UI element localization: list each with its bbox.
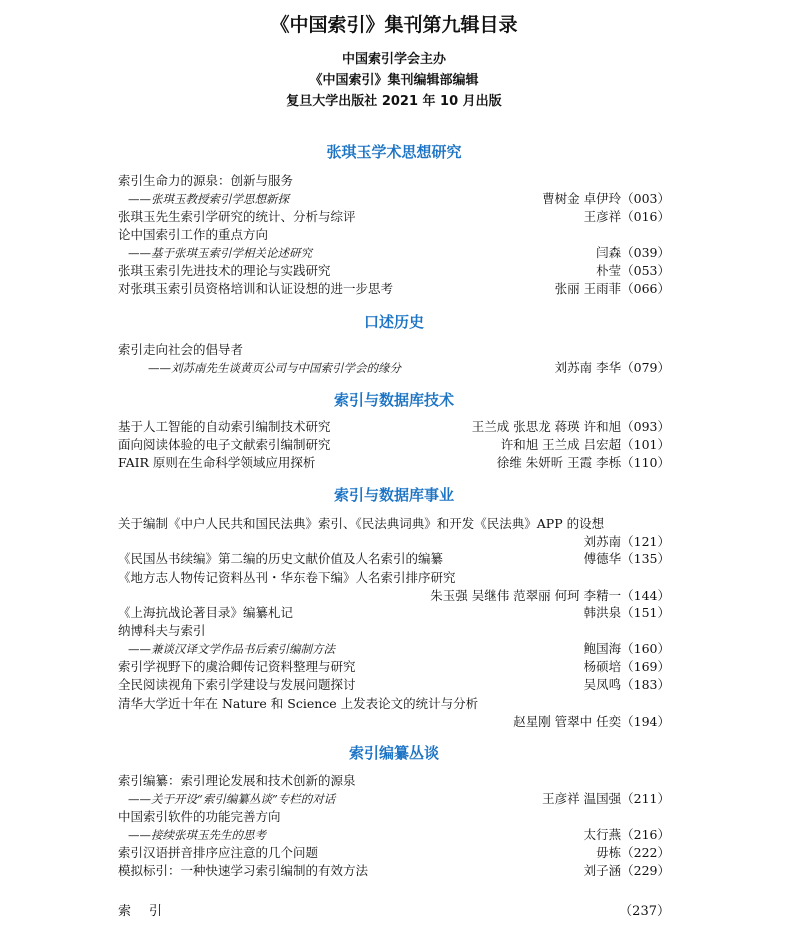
entry-title[interactable]: 清华大学近十年在 Nature 和 Science 上发表论文的统计与分析 [118,696,479,711]
entry-author: 太行燕（216） [583,827,670,842]
entry-title: 索引走向社会的倡导者 [118,342,244,357]
entry-author: 闫森（039） [596,245,670,260]
entry-title: 索引生命力的源泉：创新与服务 [118,173,294,188]
entry-title: 张琪玉先生索引学研究的统计、分析与综评 [118,209,356,224]
entry-author: 刘苏南 李华（079） [554,360,670,375]
section-title: 张琪玉学术思想研究 [326,143,462,161]
editor: 《中国索引》集刊编辑部编辑 [309,73,479,88]
entry-author: 刘子涵（229） [583,863,670,878]
entry-author: 王彦祥（016） [583,209,670,224]
entry-author: 傅德华（135） [583,551,670,566]
organizer: 中国索引学会主办 [341,52,446,67]
entry-author: 朱玉强 吴继伟 范翠丽 何珂 李精一（144） [430,588,670,603]
entry-title: 张琪玉索引先进技术的理论与实践研究 [118,263,331,278]
page-title: 《中国索引》集刊第九辑目录 [270,14,518,36]
entry-title[interactable]: 关于编制《中户人民共和国民法典》索引、《民法典词典》和开发《民法典》APP 的设想 [118,516,605,531]
entry-author: 王彦祥 温国强（211） [542,791,670,806]
entry-title: 面向阅读体验的电子文献索引编制研究 [118,437,331,452]
entry-author: 张丽 王雨菲（066） [554,281,670,296]
entry-author: 王兰成 张思龙 蒋瑛 许和旭（093） [471,419,670,434]
entry-title: 索引汉语拼音排序应注意的几个问题 [118,845,319,860]
entry-title: 中国索引软件的功能完善方向 [118,809,281,824]
index-label: 索引 [118,904,181,919]
entry-title: 索引学视野下的虞洽卿传记资料整理与研究 [118,659,356,674]
entry-title: 模拟标引：一种快速学习索引编制的有效方法 [118,863,369,878]
entry-author: 刘苏南（121） [583,534,670,549]
entry-subtitle: ——基于张琪玉索引学相关论述研究 [128,246,312,260]
index-page: （237） [619,904,670,919]
entry-title: 基于人工智能的自动索引编制技术研究 [118,419,331,434]
publisher: 复旦大学出版社 2021 年 10 月出版 [286,94,502,109]
entry-author: 徐维 朱妍昕 王霞 李栎（110） [496,455,670,470]
entry-author: 杨硕培（169） [583,659,670,674]
section-title: 索引编纂丛谈 [348,744,439,762]
entry-author: 吴凤鸣（183） [583,677,670,692]
entry-title: 《上海抗战论著目录》编纂札记 [118,605,294,620]
entry-author: 毋栋（222） [596,845,670,860]
entry-title: 论中国索引工作的重点方向 [118,227,269,242]
entry-subtitle: ——刘苏南先生谈黄页公司与中国索引学会的缘分 [148,361,401,375]
entry-author: 赵星刚 管翠中 任奕（194） [513,714,670,729]
section-title: 口述历史 [363,313,424,331]
entry-author: 曹树金 卓伊玲（003） [542,191,670,206]
entry-author: 许和旭 王兰成 吕宏超（101） [500,437,670,452]
entry-title: 全民阅读视角下索引学建设与发展问题探讨 [118,677,356,692]
section-title: 索引与数据库技术 [333,391,454,409]
entry-author: 鲍国海（160） [583,641,670,656]
entry-author: 韩洪泉（151） [583,605,670,620]
entry-subtitle: ——张琪玉教授索引学思想新探 [128,192,289,206]
entry-title: FAIR 原则在生命科学领域应用探析 [118,455,316,470]
entry-subtitle: ——兼谈汉译文学作品书后索引编制方法 [128,642,335,656]
entry-author: 朴莹（053） [596,263,670,278]
entry-subtitle: ——关于开设“索引编纂丛谈”专栏的对话 [128,792,336,806]
section-title: 索引与数据库事业 [333,486,454,504]
entry-title: 索引编纂：索引理论发展和技术创新的源泉 [118,773,356,788]
entry-title[interactable]: 《地方志人物传记资料丛刊・华东卷下编》人名索引排序研究 [118,570,456,585]
entry-title: 《民国丛书续编》第二编的历史文献价值及人名索引的编纂 [118,551,444,566]
entry-title: 对张琪玉索引员资格培训和认证设想的进一步思考 [118,281,394,296]
entry-subtitle: ——接续张琪玉先生的思考 [128,828,266,842]
entry-title: 纳博科夫与索引 [118,623,206,638]
